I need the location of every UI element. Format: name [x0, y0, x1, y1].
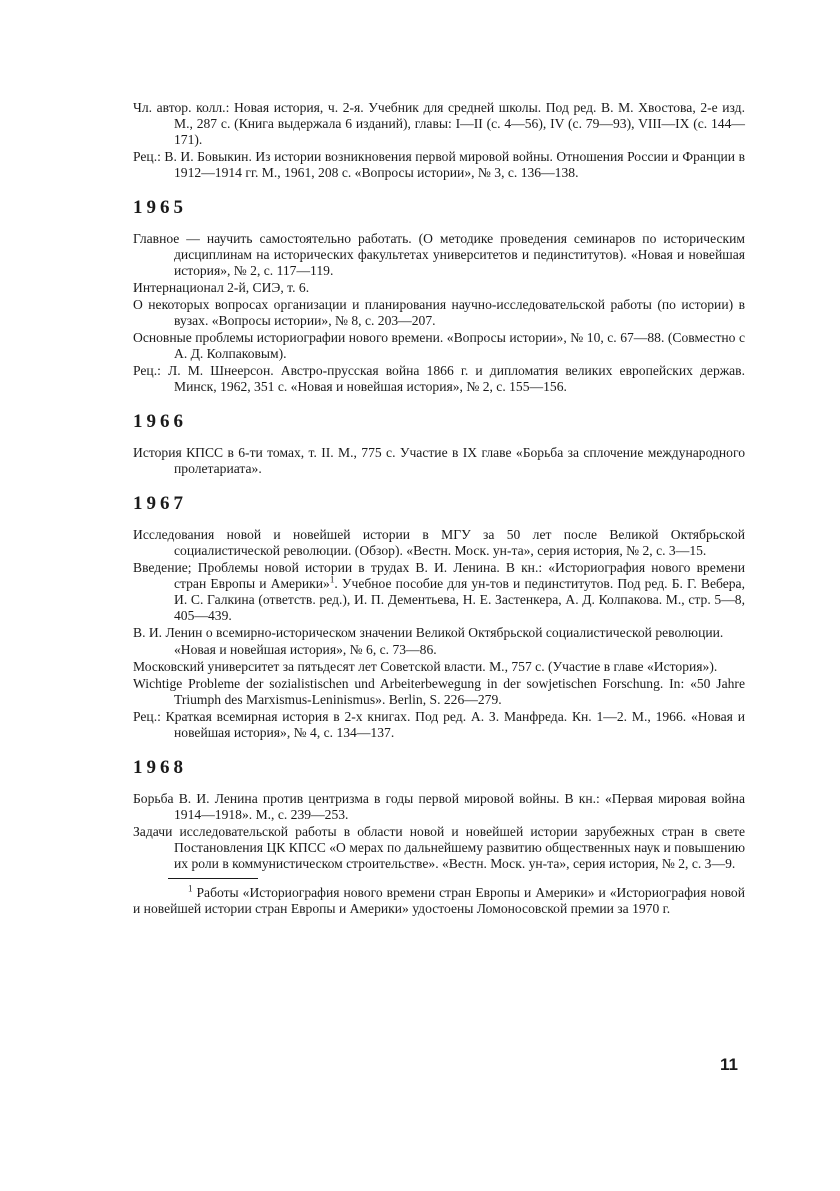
- bibliography-entry: [133, 560, 745, 624]
- page-body: [133, 100, 745, 917]
- bibliography-entry: Исследования новой и новейшей истории в МГУ за 50 лет после Великой Октябрьской социалистической революции. (Обзор). «Вестн. Моск. ун-та», серия история, № 2, с. 3—15.: [133, 527, 745, 558]
- entry-text: Введение; Проблемы новой истории в трудах В. И. Ленина. В кн.: «Историография нового времени стран Европы и Америки»: [133, 560, 745, 591]
- year-heading-1966: 1966: [133, 411, 187, 432]
- bibliography-entry: Задачи исследовательской работы в области новой и новейшей истории зарубежных стран в свете Постановления ЦК КПСС «О мерах по дальнейшему развитию общественных наук и повышению их роли в коммунистическом строительстве». «Вестн. Моск. ун-та», серия история, № 2, с. 3—9.: [133, 824, 745, 871]
- footnote-reference[interactable]: 1: [329, 574, 335, 585]
- bibliography-entry: Рец.: В. И. Бовыкин. Из истории возникновения первой мировой войны. Отношения России и Франции в 1912—1914 гг. М., 1961, 208 с. «Вопросы истории», № 3, с. 136—138.: [133, 149, 745, 180]
- page-number: 11: [720, 1055, 738, 1074]
- entry-text: . Учебное пособие для ун-тов и пединститутов. Под ред. Б. Г. Вебера, И. С. Галкина (ответств. ред.), И. П. Дементьева, Н. Е. Застенкера, А. Д. Колпакова. М., стр. 5—8, 405—439.: [174, 576, 745, 623]
- bibliography-entry: История КПСС в 6-ти томах, т. II. М., 775 с. Участие в IX главе «Борьба за сплочение международного пролетариата».: [133, 445, 745, 476]
- footnote-divider: [168, 878, 258, 879]
- bibliography-entry: В. И. Ленин о всемирно-историческом значении Великой Октябрьской социалистической революции.: [133, 625, 724, 640]
- bibliography-entry: Чл. автор. колл.: Новая история, ч. 2-я. Учебник для средней школы. Под ред. В. М. Хвостова, 2-е изд. М., 287 с. (Книга выдержала 6 изданий), главы: I—II (с. 4—56), IV (с. 79—93), VIII—IX (с. 144—171).: [133, 100, 745, 147]
- bibliography-entry: Интернационал 2-й, СИЭ, т. 6.: [133, 280, 310, 295]
- bibliography-entry: Главное — научить самостоятельно работать. (О методике проведения семинаров по историческим дисциплинам на исторических факультетах университетов и пединститутов). «Новая и новейшая история», № 2, с. 117—119.: [133, 231, 745, 278]
- bibliography-entry: Рец.: Краткая всемирная история в 2-х книгах. Под ред. А. З. Манфреда. Кн. 1—2. М., 1966. «Новая и новейшая история», № 4, с. 134—137.: [133, 709, 745, 740]
- bibliography-entry: Основные проблемы историографии нового времени. «Вопросы истории», № 10, с. 67—88. (Совместно с А. Д. Колпаковым).: [133, 330, 745, 361]
- footnote-mark: 1: [188, 883, 193, 894]
- bibliography-entry: Борьба В. И. Ленина против центризма в годы первой мировой войны. В кн.: «Первая мировая война 1914—1918». М., с. 239—253.: [133, 791, 745, 822]
- bibliography-entry: Wichtige Probleme der sozialistischen und Arbeiterbewegung in der sowjetischen Forschung. In: «50 Jahre Triumph des Marxismus-Leninismus». Berlin, S. 226—279.: [133, 676, 745, 707]
- year-heading-1968: 1968: [133, 757, 187, 778]
- year-heading-1965: 1965: [133, 197, 187, 218]
- footnote: [133, 885, 745, 917]
- bibliography-entry: О некоторых вопросах организации и планирования научно-исследовательской работы (по истории) в вузах. «Вопросы истории», № 8, с. 203—207.: [133, 297, 745, 328]
- bibliography-entry-continuation: «Новая и новейшая история», № 6, с. 73—86.: [174, 642, 437, 657]
- year-heading-1967: 1967: [133, 493, 187, 514]
- bibliography-entry: Рец.: Л. М. Шнеерсон. Австро-прусская война 1866 г. и дипломатия великих европейских держав. Минск, 1962, 351 с. «Новая и новейшая история», № 2, с. 155—156.: [133, 363, 745, 394]
- footnote-text: Работы «Историография нового времени стран Европы и Америки» и «Историография новой и новейшей истории стран Европы и Америки» удостоены Ломоносовской премии за 1970 г.: [133, 885, 745, 916]
- bibliography-entry: Московский университет за пятьдесят лет Советской власти. М., 757 с. (Участие в главе «История»).: [133, 659, 718, 674]
